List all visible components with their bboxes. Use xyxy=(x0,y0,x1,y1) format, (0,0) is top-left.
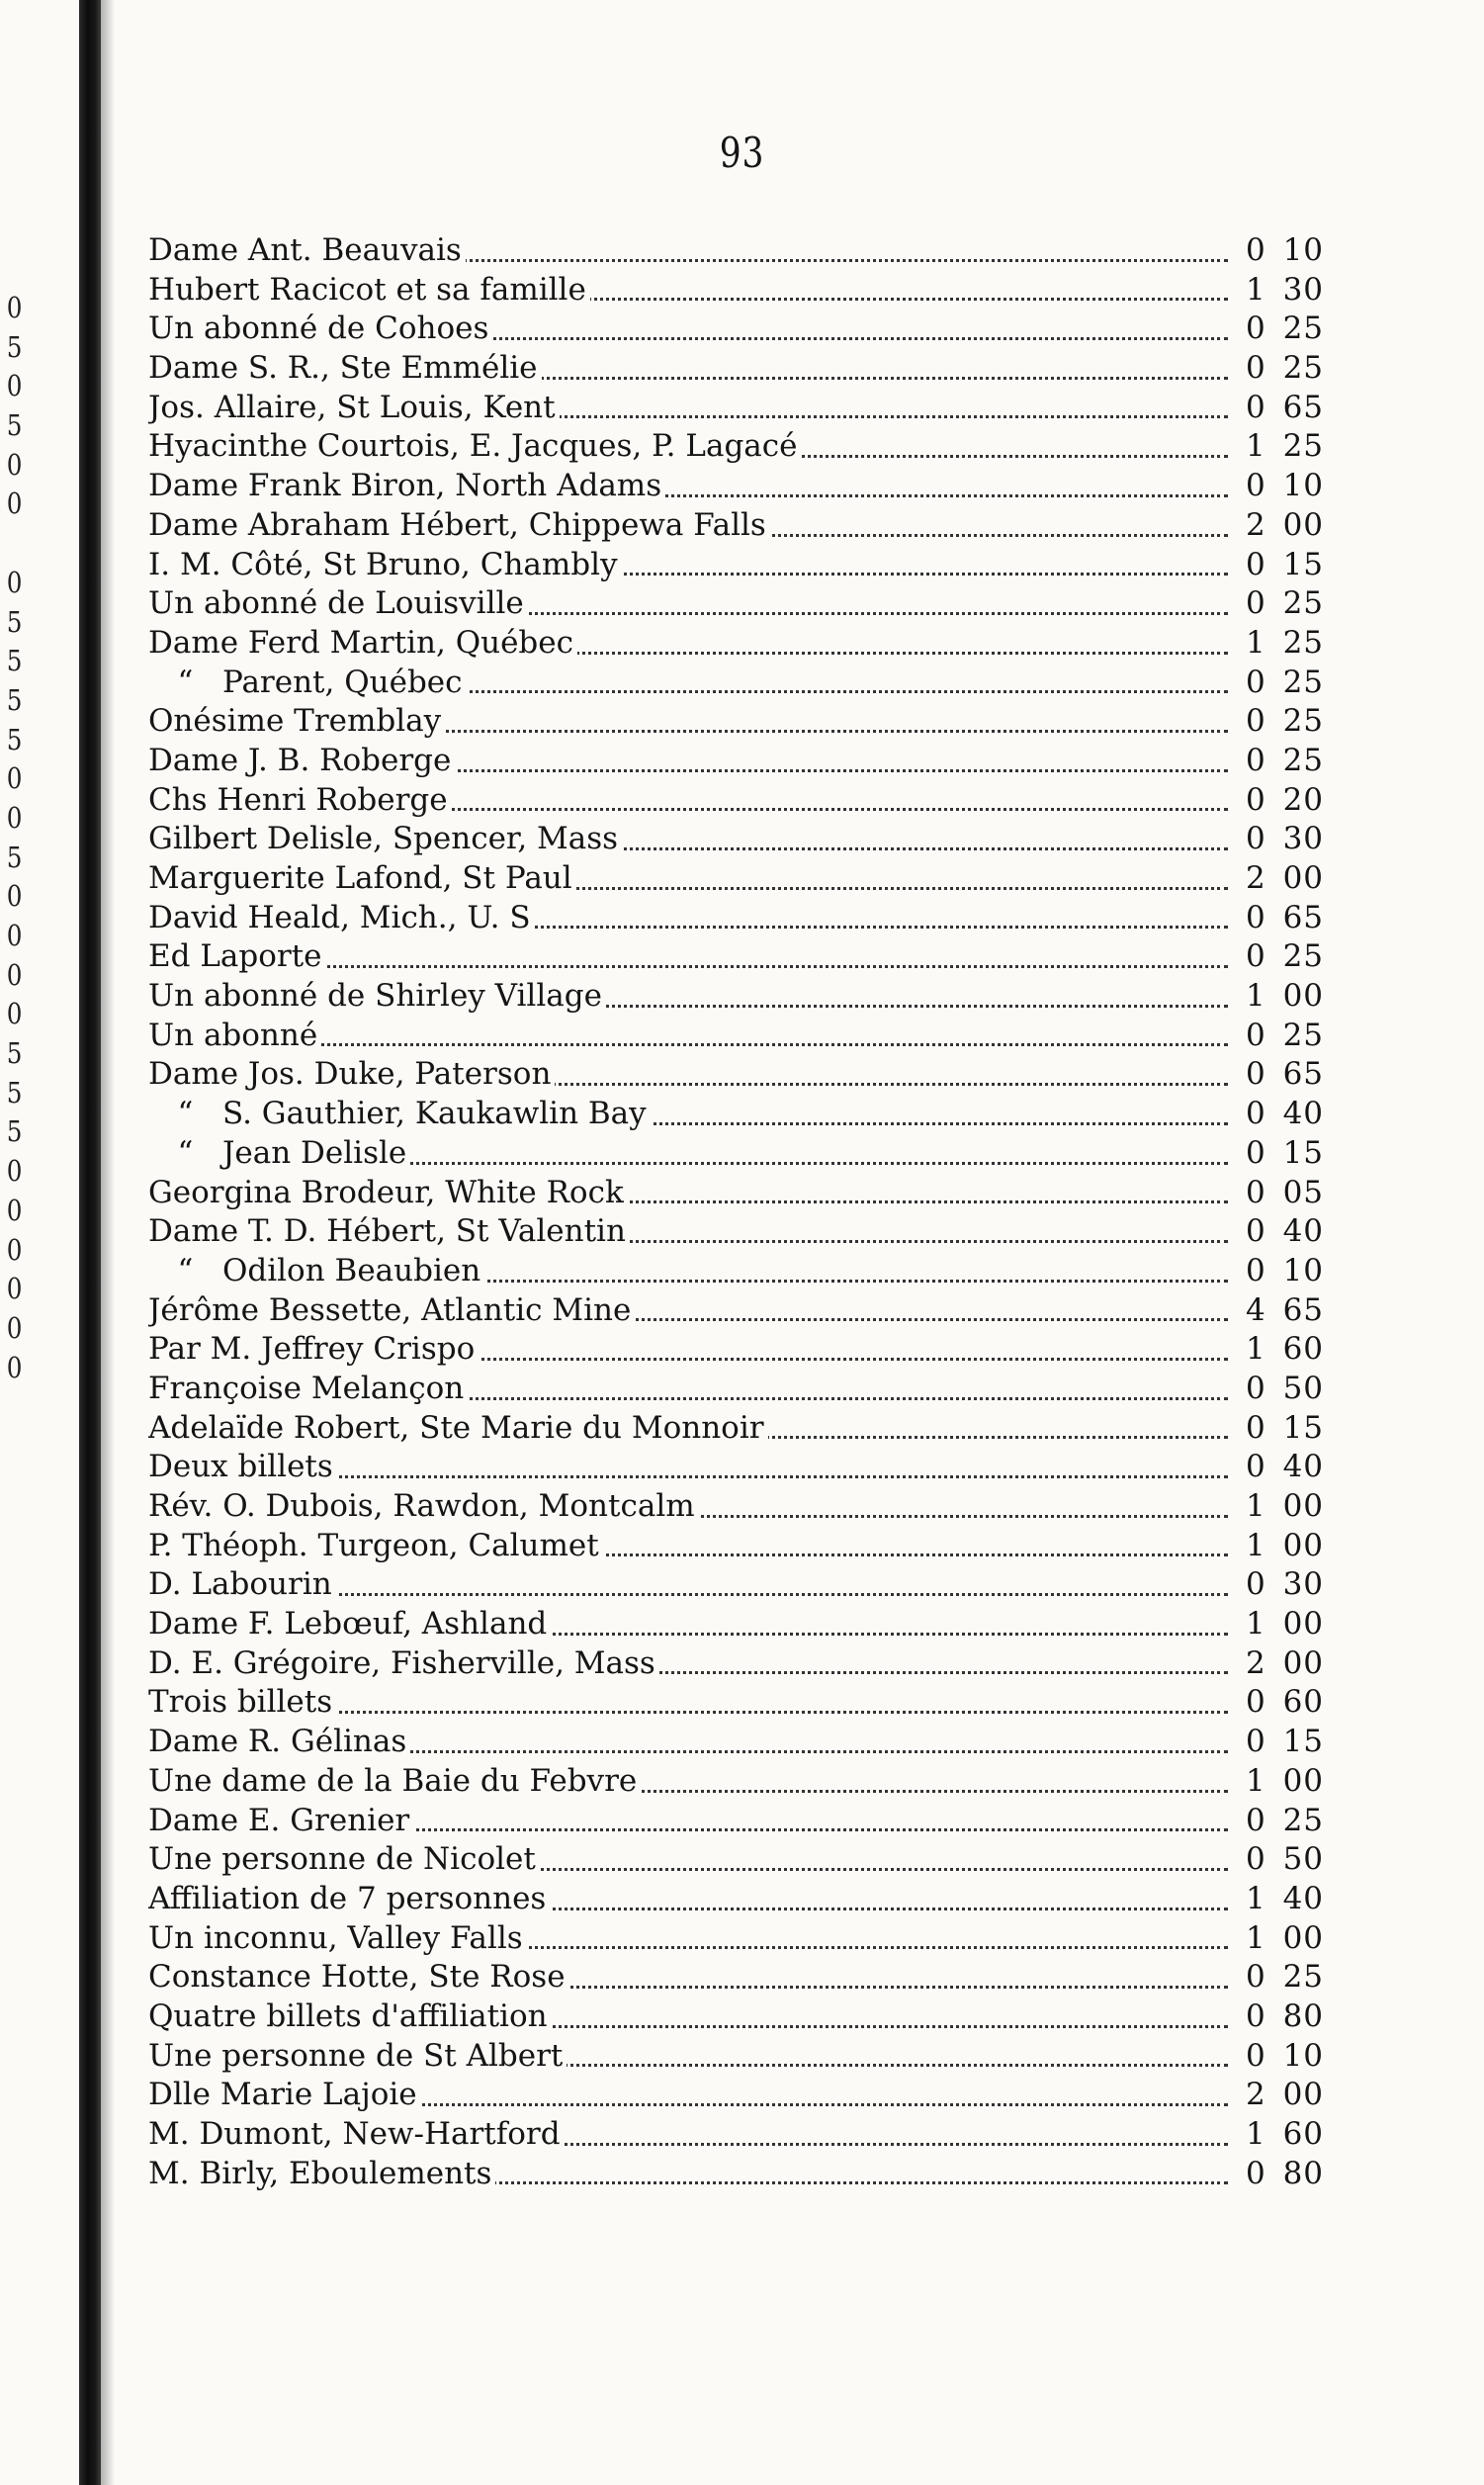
donation-amount: 0 65 xyxy=(1246,1056,1325,1093)
donor-name-text: Chs Henri Roberge xyxy=(148,782,452,818)
donation-amount: 0 05 xyxy=(1246,1174,1325,1210)
donor-name xyxy=(148,702,1234,742)
donor-name-text: Adelaïde Robert, Ste Marie du Monnoir xyxy=(148,1410,768,1446)
list-item xyxy=(148,2037,1374,2077)
donation-amount: 0 25 xyxy=(1246,664,1325,700)
margin-digit: 5 xyxy=(6,604,23,639)
donor-name-text: Dame E. Grenier xyxy=(148,1803,413,1838)
donor-name xyxy=(148,1880,1234,1919)
margin-digit: 5 xyxy=(6,682,23,717)
donor-name xyxy=(148,1997,1234,2037)
list-item xyxy=(148,1174,1374,1213)
list-item xyxy=(148,1448,1374,1487)
donation-amount: 2 00 xyxy=(1246,2077,1325,2113)
donor-name xyxy=(148,546,1234,585)
donor-name xyxy=(148,899,1234,938)
list-item xyxy=(148,1683,1374,1723)
donor-name xyxy=(148,2037,1234,2077)
list-item xyxy=(148,427,1374,467)
list-item xyxy=(148,1370,1374,1409)
margin-digit: 5 xyxy=(6,1075,23,1109)
margin-digit: 0 xyxy=(6,879,23,914)
donor-name xyxy=(148,1055,1234,1095)
donor-name xyxy=(148,1565,1234,1605)
list-item xyxy=(148,1802,1374,1841)
donor-name xyxy=(148,1017,1234,1056)
donation-amount: 0 40 xyxy=(1246,1449,1325,1485)
donor-name-text: Une personne de St Albert xyxy=(148,2038,567,2074)
donation-amount: 0 25 xyxy=(1246,311,1325,347)
donor-name xyxy=(148,1487,1234,1527)
list-item xyxy=(148,859,1374,899)
donor-name-text: Un abonné de Cohoes xyxy=(148,311,492,346)
donation-amount: 0 25 xyxy=(1246,938,1325,975)
donation-amount: 0 50 xyxy=(1246,1370,1325,1406)
donation-amount: 0 15 xyxy=(1246,1134,1325,1171)
donor-name-text: “ S. Gauthier, Kaukawlin Bay xyxy=(148,1096,651,1131)
donor-name-text: Dame Ferd Martin, Québec xyxy=(148,625,577,661)
list-item xyxy=(148,1762,1374,1802)
donor-name-text: “ Parent, Québec xyxy=(148,665,467,700)
donor-name-text: P. Théoph. Turgeon, Calumet xyxy=(148,1528,603,1563)
list-item xyxy=(148,2115,1374,2155)
donor-name xyxy=(148,1134,1234,1174)
donor-name xyxy=(148,231,1234,271)
list-item xyxy=(148,1134,1374,1174)
donor-name-text: Constance Hotte, Ste Rose xyxy=(148,1959,569,1995)
margin-digit: 0 xyxy=(6,997,23,1031)
donor-name-text: Georgina Brodeur, White Rock xyxy=(148,1175,628,1210)
list-item xyxy=(148,349,1374,389)
donor-name-text: Jos. Allaire, St Louis, Kent xyxy=(148,390,560,425)
donor-name xyxy=(148,1605,1234,1644)
donor-name-text: Dame Jos. Duke, Paterson xyxy=(148,1056,555,1092)
donor-name-text: Affiliation de 7 personnes xyxy=(148,1881,550,1916)
donor-name xyxy=(148,1212,1234,1252)
donation-amount: 1 00 xyxy=(1246,1527,1325,1563)
list-item xyxy=(148,1565,1374,1605)
margin-digit: 0 xyxy=(6,369,23,403)
donor-name-text: Trois billets xyxy=(148,1684,336,1720)
list-item xyxy=(148,1330,1374,1370)
donor-name-text: Dame T. D. Hébert, St Valentin xyxy=(148,1213,630,1249)
donation-amount: 0 10 xyxy=(1246,1252,1325,1288)
donation-amount: 0 15 xyxy=(1246,1724,1325,1760)
margin-digit: 0 xyxy=(6,1272,23,1306)
donation-amount: 0 30 xyxy=(1246,1566,1325,1603)
donor-name-text: Un abonné xyxy=(148,1018,321,1053)
donor-name-text: D. Labourin xyxy=(148,1566,336,1602)
donor-name-text: Rév. O. Dubois, Rawdon, Montcalm xyxy=(148,1488,699,1524)
donor-name-text: Quatre billets d'affiliation xyxy=(148,1998,552,2034)
donor-name-text: Dame Abraham Hébert, Chippewa Falls xyxy=(148,507,770,543)
list-item xyxy=(148,702,1374,742)
donor-name-text: Dame Ant. Beauvais xyxy=(148,232,466,268)
margin-digit: 5 xyxy=(6,722,23,756)
donor-name-text: Dame R. Gélinas xyxy=(148,1724,410,1759)
list-item xyxy=(148,899,1374,938)
donation-amount: 0 80 xyxy=(1246,1997,1325,2034)
list-item xyxy=(148,1644,1374,1684)
donation-amount: 1 60 xyxy=(1246,2116,1325,2152)
donor-name xyxy=(148,1409,1234,1449)
binding-gradient xyxy=(101,0,115,2485)
margin-digit: 5 xyxy=(6,408,23,443)
margin-digit: 0 xyxy=(6,1310,23,1345)
donor-name-text: Dame S. R., Ste Emmélie xyxy=(148,350,542,386)
donor-name xyxy=(148,467,1234,506)
donation-amount: 0 25 xyxy=(1246,742,1325,778)
donor-name-text: D. E. Grégoire, Fisherville, Mass xyxy=(148,1645,659,1681)
list-item xyxy=(148,506,1374,546)
list-item xyxy=(148,977,1374,1017)
donor-name xyxy=(148,664,1234,703)
donor-name xyxy=(148,1840,1234,1880)
donation-amount: 0 40 xyxy=(1246,1213,1325,1250)
book-binding-shadow xyxy=(79,0,101,2485)
donor-name-text: “ Odilon Beaubien xyxy=(148,1253,484,1288)
donation-amount: 1 60 xyxy=(1246,1331,1325,1368)
donation-amount: 0 10 xyxy=(1246,468,1325,504)
list-item xyxy=(148,1055,1374,1095)
donor-name xyxy=(148,1762,1234,1802)
donor-name xyxy=(148,1448,1234,1487)
list-item xyxy=(148,1997,1374,2037)
donor-name xyxy=(148,742,1234,781)
list-item xyxy=(148,1880,1374,1919)
margin-digit: 0 xyxy=(6,447,23,482)
donor-name-text: Marguerite Lafond, St Paul xyxy=(148,860,576,896)
list-item xyxy=(148,1095,1374,1134)
list-item xyxy=(148,781,1374,821)
donation-amount: 2 00 xyxy=(1246,506,1325,543)
margin-digit: 0 xyxy=(6,565,23,599)
donation-amount: 0 60 xyxy=(1246,1684,1325,1721)
donor-name xyxy=(148,859,1234,899)
list-item xyxy=(148,664,1374,703)
list-item xyxy=(148,624,1374,664)
margin-digit: 5 xyxy=(6,840,23,874)
list-item xyxy=(148,1919,1374,1959)
list-item xyxy=(148,389,1374,428)
donation-amount: 1 00 xyxy=(1246,1919,1325,1956)
donation-amount: 0 25 xyxy=(1246,1802,1325,1838)
list-item xyxy=(148,1212,1374,1252)
list-item xyxy=(148,1291,1374,1331)
donation-amount: 1 25 xyxy=(1246,624,1325,661)
list-item xyxy=(148,1017,1374,1056)
donor-name-text: Par M. Jeffrey Crispo xyxy=(148,1331,479,1367)
donor-name xyxy=(148,820,1234,859)
margin-digit: 0 xyxy=(6,487,23,521)
list-item xyxy=(148,937,1374,977)
donor-name-text: David Heald, Mich., U. S xyxy=(148,900,535,935)
list-item xyxy=(148,1252,1374,1291)
margin-digit: 5 xyxy=(6,329,23,364)
donor-name xyxy=(148,1644,1234,1684)
donor-name xyxy=(148,389,1234,428)
margin-digit: 5 xyxy=(6,1036,23,1071)
donor-name-text: Un inconnu, Valley Falls xyxy=(148,1920,527,1956)
donation-amount: 0 20 xyxy=(1246,781,1325,818)
list-item xyxy=(148,1605,1374,1644)
donation-amount: 0 25 xyxy=(1246,350,1325,387)
margin-digit: 0 xyxy=(6,1350,23,1384)
list-item xyxy=(148,2076,1374,2115)
donation-amount: 1 00 xyxy=(1246,1488,1325,1524)
donor-name xyxy=(148,1527,1234,1566)
donation-amount: 0 40 xyxy=(1246,1096,1325,1132)
donation-amount: 1 00 xyxy=(1246,978,1325,1015)
donor-name-text: Hubert Racicot et sa famille xyxy=(148,272,590,308)
donor-name-text: Hyacinthe Courtois, E. Jacques, P. Lagacé xyxy=(148,428,801,464)
donation-amount: 0 65 xyxy=(1246,899,1325,935)
list-item xyxy=(148,231,1374,271)
donation-amount: 0 10 xyxy=(1246,2037,1325,2074)
donor-name-text: Une personne de Nicolet xyxy=(148,1841,540,1877)
list-item xyxy=(148,1723,1374,1762)
donor-name xyxy=(148,310,1234,349)
list-item xyxy=(148,1958,1374,1997)
donation-amount: 0 25 xyxy=(1246,703,1325,740)
donor-name-text: I. M. Côté, St Bruno, Chambly xyxy=(148,547,622,582)
page-number: 93 xyxy=(719,129,765,177)
donor-name xyxy=(148,1095,1234,1134)
donation-amount: 0 25 xyxy=(1246,1017,1325,1053)
list-item xyxy=(148,584,1374,624)
donor-name xyxy=(148,1330,1234,1370)
donation-amount: 0 25 xyxy=(1246,1959,1325,1996)
donor-name-text: Dame Frank Biron, North Adams xyxy=(148,468,665,503)
donation-amount: 0 65 xyxy=(1246,389,1325,425)
donor-name-text: Un abonné de Louisville xyxy=(148,585,528,621)
margin-digit: 0 xyxy=(6,291,23,324)
list-item xyxy=(148,1487,1374,1527)
margin-digit: 0 xyxy=(6,1154,23,1189)
margin-digit: 0 xyxy=(6,957,23,992)
donor-name-text: Une dame de la Baie du Febvre xyxy=(148,1763,641,1799)
list-item xyxy=(148,546,1374,585)
donor-name-text: Ed Laporte xyxy=(148,938,326,974)
donor-name-text: Dame J. B. Roberge xyxy=(148,743,455,778)
margin-digit: 5 xyxy=(6,1114,23,1149)
margin-digit: 0 xyxy=(6,919,23,952)
donor-name-text: M. Birly, Eboulements xyxy=(148,2156,495,2191)
donor-name xyxy=(148,1958,1234,1997)
donor-name-text: Françoise Melançon xyxy=(148,1371,468,1406)
donor-name xyxy=(148,937,1234,977)
margin-digit: 5 xyxy=(6,644,23,678)
donor-name xyxy=(148,1802,1234,1841)
donor-name xyxy=(148,1291,1234,1331)
donor-name-text: Deux billets xyxy=(148,1449,337,1484)
donor-name xyxy=(148,584,1234,624)
list-item xyxy=(148,310,1374,349)
donation-amount: 1 00 xyxy=(1246,1762,1325,1799)
donation-amount: 2 00 xyxy=(1246,860,1325,896)
donor-name xyxy=(148,624,1234,664)
donor-name-text: Onésime Tremblay xyxy=(148,703,445,739)
donor-name xyxy=(148,1723,1234,1762)
donor-name-text: Jérôme Bessette, Atlantic Mine xyxy=(148,1292,635,1328)
donor-name xyxy=(148,2076,1234,2115)
facing-page-margin-digits xyxy=(0,289,40,1387)
donation-amount: 0 10 xyxy=(1246,232,1325,268)
donor-name xyxy=(148,1919,1234,1959)
donation-amount: 0 30 xyxy=(1246,821,1325,857)
donation-amount: 0 50 xyxy=(1246,1841,1325,1878)
donation-list xyxy=(148,231,1374,2193)
list-item xyxy=(148,820,1374,859)
donation-amount: 0 15 xyxy=(1246,1409,1325,1446)
donor-name xyxy=(148,271,1234,311)
donation-amount: 0 80 xyxy=(1246,2155,1325,2191)
donor-name-text: Gilbert Delisle, Spencer, Mass xyxy=(148,821,622,856)
donor-name-text: “ Jean Delisle xyxy=(148,1135,410,1171)
donor-name-text: M. Dumont, New-Hartford xyxy=(148,2116,565,2152)
donor-name xyxy=(148,1174,1234,1213)
donation-amount: 1 25 xyxy=(1246,428,1325,465)
donor-name xyxy=(148,427,1234,467)
list-item xyxy=(148,2155,1374,2194)
list-item xyxy=(148,1840,1374,1880)
margin-digit: 0 xyxy=(6,1232,23,1267)
donation-amount: 1 40 xyxy=(1246,1880,1325,1916)
margin-digit: 0 xyxy=(6,761,23,796)
margin-digit: 0 xyxy=(6,800,23,835)
donor-name xyxy=(148,1252,1234,1291)
donation-amount: 4 65 xyxy=(1246,1291,1325,1328)
donation-amount: 1 00 xyxy=(1246,1606,1325,1642)
donation-amount: 2 00 xyxy=(1246,1644,1325,1681)
donation-amount: 0 15 xyxy=(1246,546,1325,582)
donor-name xyxy=(148,781,1234,821)
donor-name xyxy=(148,977,1234,1017)
donor-name xyxy=(148,2155,1234,2194)
donor-name-text: Un abonné de Shirley Village xyxy=(148,978,606,1014)
donor-name-text: Dame F. Lebœuf, Ashland xyxy=(148,1606,551,1642)
margin-digit xyxy=(0,524,34,564)
donor-name xyxy=(148,2115,1234,2155)
donation-amount: 1 30 xyxy=(1246,271,1325,308)
list-item xyxy=(148,271,1374,311)
donor-name xyxy=(148,506,1234,546)
list-item xyxy=(148,1527,1374,1566)
donor-name xyxy=(148,1683,1234,1723)
list-item xyxy=(148,742,1374,781)
donor-name-text: Dlle Marie Lajoie xyxy=(148,2077,421,2112)
donor-name xyxy=(148,1370,1234,1409)
donor-name xyxy=(148,349,1234,389)
donation-amount: 0 25 xyxy=(1246,585,1325,622)
list-item xyxy=(148,1409,1374,1449)
margin-digit: 0 xyxy=(6,1193,23,1227)
list-item xyxy=(148,467,1374,506)
